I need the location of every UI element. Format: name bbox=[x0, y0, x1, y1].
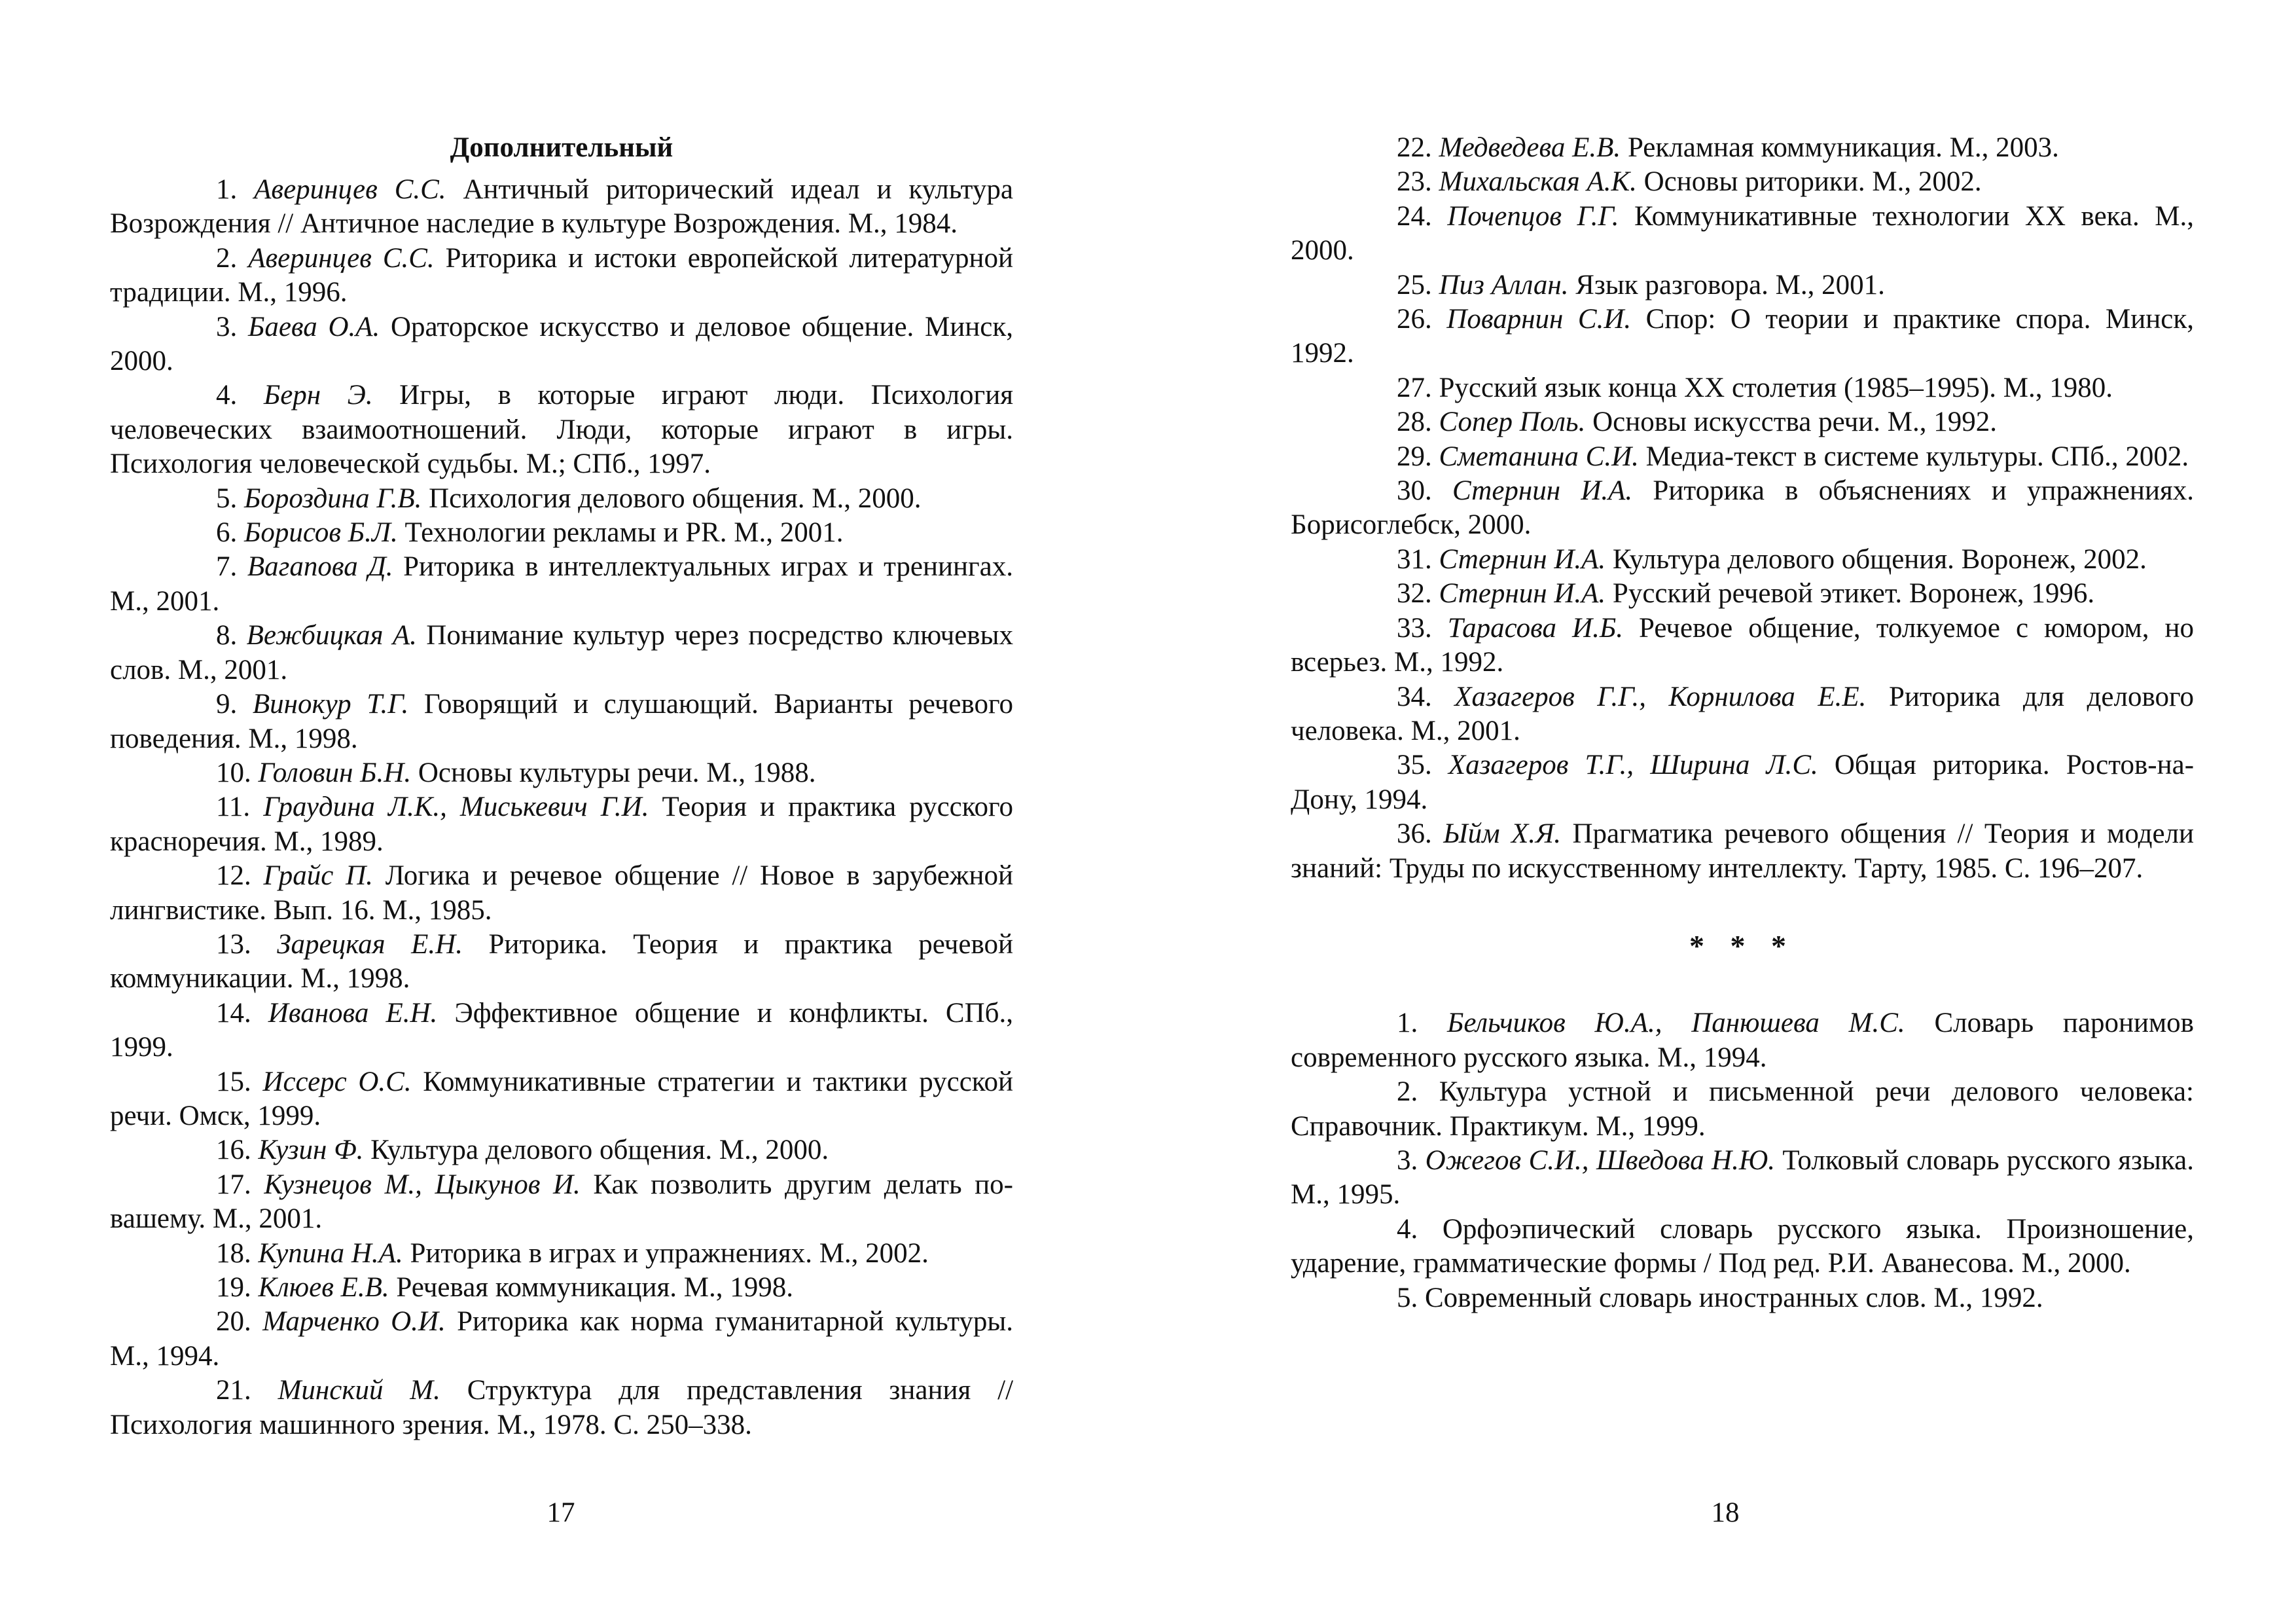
entry-text: Игры, в которые играют люди. Психология человеческих взаимоотношений. Люди, которые играют в игры. Психология человеческой судьбы. М.; СПб., 1997. bbox=[110, 380, 1013, 480]
bibliography-column-left bbox=[110, 131, 1013, 1442]
entry-number: 4. bbox=[216, 380, 238, 411]
entry-author: Вагапова Д. bbox=[247, 551, 393, 583]
entry-text: Коммуникативные стратегии и тактики русской речи. Омск, 1999. bbox=[110, 1066, 1014, 1131]
entry-author: Аверинцев С.С. bbox=[248, 242, 435, 274]
entry-number: 20. bbox=[216, 1306, 251, 1338]
entry-number: 6. bbox=[216, 517, 238, 549]
entry-author: Бельчиков Ю.А., Панюшева М.С. bbox=[1447, 1008, 1905, 1039]
page-number: 18 bbox=[1711, 1497, 1740, 1528]
entry-text: Речевое общение, толкуемое с юмором, но всерьез. М., 1992. bbox=[1291, 612, 2195, 678]
entry-author: Пиз Аллан. bbox=[1439, 269, 1569, 301]
entry-author: Борисов Б.Л. bbox=[244, 517, 398, 549]
entry-author: Баева О.А. bbox=[247, 311, 380, 342]
entry-text: Основы культуры речи. М., 1988. bbox=[418, 757, 816, 788]
entry-author: Купина Н.А. bbox=[258, 1237, 403, 1269]
entry-text: Прагматика речевого общения // Теория и модели знаний: Труды по искусственному интеллекту. Тарту, 1985. С. 196–207. bbox=[1291, 818, 2195, 884]
entry-number: 12. bbox=[216, 860, 251, 892]
bibliography-entry bbox=[1291, 165, 2194, 199]
entry-number: 7. bbox=[216, 551, 238, 583]
bibliography-entry bbox=[1291, 1213, 2194, 1281]
entry-author: Стернин И.А. bbox=[1439, 543, 1606, 575]
entry-author: Берн Э. bbox=[263, 380, 373, 411]
bibliography-list bbox=[110, 173, 1013, 1442]
bibliography-entry bbox=[110, 310, 1013, 379]
entry-number: 26. bbox=[1397, 304, 1432, 335]
entry-number: 27. bbox=[1397, 372, 1432, 403]
bibliography-entry bbox=[110, 1271, 1013, 1305]
bibliography-entry bbox=[1291, 680, 2194, 749]
entry-author: Грайс П. bbox=[263, 860, 373, 892]
entry-author: Минский М. bbox=[278, 1375, 440, 1406]
bibliography-entry bbox=[1291, 817, 2194, 886]
bibliography-list bbox=[1291, 131, 2194, 886]
entry-author: Кузнецов М., Цыкунов И. bbox=[264, 1169, 581, 1200]
entry-number: 11. bbox=[216, 792, 251, 823]
bibliography-entry bbox=[1291, 748, 2194, 817]
entry-text: Риторика в объяснениях и упражнениях. Борисоглебск, 2000. bbox=[1291, 475, 2194, 541]
entry-number: 13. bbox=[216, 928, 251, 960]
bibliography-entry bbox=[110, 996, 1013, 1065]
entry-text: Общая риторика. Ростов-на-Дону, 1994. bbox=[1291, 750, 2195, 815]
bibliography-entry bbox=[110, 859, 1013, 928]
bibliography-entry bbox=[1291, 543, 2194, 577]
entry-text: Риторика в интеллектуальных играх и тренингах. М., 2001. bbox=[110, 551, 1014, 617]
entry-number: 33. bbox=[1397, 612, 1432, 644]
entry-text: Культура делового общения. Воронеж, 2002. bbox=[1612, 543, 2147, 575]
entry-number: 29. bbox=[1397, 441, 1432, 472]
entry-number: 22. bbox=[1397, 132, 1432, 163]
entry-author: Граудина Л.К., Миськевич Г.И. bbox=[263, 792, 649, 823]
entry-author: Михальская А.К. bbox=[1439, 166, 1637, 198]
entry-number: 31. bbox=[1397, 543, 1432, 575]
bibliography-entry bbox=[1291, 577, 2194, 611]
bibliography-entry bbox=[1291, 1075, 2194, 1144]
bibliography-entry bbox=[110, 173, 1013, 242]
entry-number: 9. bbox=[216, 689, 238, 720]
entry-text: Спор: О теории и практике спора. Минск, 1992. bbox=[1291, 304, 2195, 369]
section-separator: * * * bbox=[1689, 928, 1795, 962]
entry-number: 28. bbox=[1397, 407, 1432, 438]
entry-number: 19. bbox=[216, 1272, 251, 1303]
bibliography-entry bbox=[1291, 268, 2194, 302]
entry-number: 4. bbox=[1397, 1213, 1418, 1245]
entry-number: 23. bbox=[1397, 166, 1432, 198]
entry-text: Язык разговора. М., 2001. bbox=[1575, 269, 1885, 301]
entry-author: Сметанина С.И. bbox=[1439, 441, 1639, 472]
bibliography-entry bbox=[110, 482, 1013, 516]
entry-author: Сопер Поль. bbox=[1439, 407, 1586, 438]
entry-text: Русский речевой этикет. Воронеж, 1996. bbox=[1612, 578, 2095, 610]
bibliography-entry bbox=[1291, 302, 2194, 371]
bibliography-entry bbox=[1291, 1144, 2194, 1213]
entry-author: Тарасова И.Б. bbox=[1447, 612, 1623, 644]
bibliography-entry bbox=[110, 928, 1013, 996]
entry-number: 1. bbox=[1397, 1008, 1418, 1039]
entry-number: 21. bbox=[216, 1375, 251, 1406]
entry-text: Толковый словарь русского языка. М., 1995. bbox=[1291, 1144, 2195, 1211]
entry-text: Психология делового общения. М., 2000. bbox=[429, 483, 922, 514]
bibliography-entry bbox=[1291, 200, 2194, 268]
bibliography-entry bbox=[1291, 440, 2194, 474]
entry-text: Античный риторический идеал и культура Возрождения // Античное наследие в культуре Возрождения. М., 1984. bbox=[110, 174, 1013, 240]
section-heading: Дополнительный bbox=[450, 132, 673, 163]
entry-text: Риторика. Теория и практика речевой коммуникации. М., 1998. bbox=[110, 928, 1014, 994]
bibliography-entry bbox=[1291, 405, 2194, 439]
entry-text: Культура делового общения. М., 2000. bbox=[370, 1135, 829, 1166]
entry-number: 3. bbox=[1397, 1144, 1418, 1176]
bibliography-entry bbox=[1291, 1006, 2194, 1075]
entry-text: Технологии рекламы и PR. М., 2001. bbox=[404, 517, 844, 549]
bibliography-entry bbox=[110, 790, 1013, 859]
entry-text: Риторика и истоки европейской литературной традиции. М., 1996. bbox=[110, 242, 1014, 308]
entry-number: 18. bbox=[216, 1237, 251, 1269]
bibliography-entry bbox=[1291, 371, 2194, 405]
entry-text: Рекламная коммуникация. М., 2003. bbox=[1627, 132, 2059, 163]
entry-number: 25. bbox=[1397, 269, 1432, 301]
bibliography-entry bbox=[110, 516, 1013, 550]
entry-number: 17. bbox=[216, 1169, 251, 1200]
entry-author: Иванова Е.Н. bbox=[268, 997, 438, 1029]
entry-text: Как позволить другим делать по-вашему. М., 2001. bbox=[110, 1169, 1014, 1235]
bibliography-column-right bbox=[1291, 131, 2194, 1315]
entry-text: Основы искусства речи. М., 1992. bbox=[1592, 407, 1998, 438]
entry-number: 16. bbox=[216, 1135, 251, 1166]
bibliography-entry bbox=[110, 378, 1013, 481]
entry-text: Культура устной и письменной речи делового человека: Справочник. Практикум. М., 1999. bbox=[1291, 1076, 2194, 1142]
bibliography-entry bbox=[1291, 1281, 2194, 1315]
entry-author: Поварнин С.И. bbox=[1446, 304, 1632, 335]
entry-text: Коммуникативные технологии XX века. М., 2000. bbox=[1291, 200, 2195, 266]
entry-author: Бороздина Г.В. bbox=[244, 483, 422, 514]
bibliography-entry bbox=[1291, 611, 2194, 680]
entry-number: 24. bbox=[1397, 200, 1432, 232]
entry-author: Аверинцев С.С. bbox=[254, 174, 446, 205]
entry-text: Риторика как норма гуманитарной культуры. М., 1994. bbox=[110, 1306, 1014, 1372]
bibliography-entry bbox=[110, 1065, 1013, 1134]
page-number: 17 bbox=[547, 1497, 575, 1528]
entry-number: 2. bbox=[216, 242, 238, 274]
entry-author: Ыйм Х.Я. bbox=[1443, 818, 1562, 850]
entry-text: Структура для представления знания // Психология машинного зрения. М., 1978. С. 250–338. bbox=[110, 1375, 1014, 1440]
entry-text: Эффективное общение и конфликты. СПб., 1999. bbox=[110, 997, 1014, 1063]
entry-text: Риторика в играх и упражнениях. М., 2002. bbox=[410, 1237, 929, 1269]
entry-text: Логика и речевое общение // Новое в зарубежной лингвистике. Вып. 16. М., 1985. bbox=[110, 860, 1014, 926]
bibliography-entry bbox=[110, 756, 1013, 790]
bibliography-entry bbox=[110, 687, 1013, 756]
entry-author: Головин Б.Н. bbox=[258, 757, 412, 788]
bibliography-entry bbox=[1291, 474, 2194, 543]
entry-author: Стернин И.А. bbox=[1439, 578, 1606, 610]
entry-number: 10. bbox=[216, 757, 251, 788]
entry-number: 32. bbox=[1397, 578, 1432, 610]
entry-number: 3. bbox=[216, 311, 238, 342]
entry-number: 1. bbox=[216, 174, 238, 205]
bibliography-entry bbox=[110, 1168, 1013, 1237]
entry-author: Хазагеров Г.Г., Корнилова Е.Е. bbox=[1454, 681, 1867, 712]
bibliography-entry bbox=[110, 550, 1013, 619]
bibliography-entry bbox=[110, 1133, 1013, 1167]
entry-author: Медведева Е.В. bbox=[1439, 132, 1621, 163]
entry-number: 5. bbox=[1397, 1282, 1418, 1313]
entry-author: Хазагеров Т.Г., Ширина Л.С. bbox=[1448, 750, 1818, 781]
entry-number: 34. bbox=[1397, 681, 1432, 712]
entry-number: 36. bbox=[1397, 818, 1432, 850]
entry-text: Понимание культур через посредство ключевых слов. М., 2001. bbox=[110, 620, 1013, 685]
entry-author: Винокур Т.Г. bbox=[252, 689, 409, 720]
entry-text: Основы риторики. М., 2002. bbox=[1643, 166, 1982, 198]
bibliography-entry bbox=[110, 1374, 1013, 1442]
page-18 bbox=[1148, 0, 2296, 1623]
entry-author: Вежбицкая А. bbox=[246, 620, 417, 651]
entry-number: 14. bbox=[216, 997, 251, 1029]
entry-text: Риторика для делового человека. М., 2001. bbox=[1291, 681, 2195, 746]
entry-text: Ораторское искусство и деловое общение. Минск, 2000. bbox=[110, 311, 1013, 377]
entry-text: Современный словарь иностранных слов. М., 1992. bbox=[1425, 1282, 2043, 1313]
entry-text: Речевая коммуникация. М., 1998. bbox=[396, 1272, 794, 1303]
entry-text: Орфоэпический словарь русского языка. Произношение, ударение, грамматические формы / Под ред. Р.И. Аванесова. М., 2000. bbox=[1291, 1213, 2195, 1279]
entry-author: Ожегов С.И., Шведова Н.Ю. bbox=[1425, 1144, 1775, 1176]
entry-author: Кузин Ф. bbox=[258, 1135, 364, 1166]
entry-author: Почепцов Г.Г. bbox=[1447, 200, 1619, 232]
entry-author: Иссерс О.С. bbox=[262, 1066, 412, 1097]
entry-number: 30. bbox=[1397, 475, 1432, 507]
dictionary-list bbox=[1291, 1006, 2194, 1315]
entry-author: Клюев Е.В. bbox=[258, 1272, 389, 1303]
entry-text: Словарь паронимов современного русского языка. М., 1994. bbox=[1291, 1008, 2194, 1073]
entry-author: Зарецкая Е.Н. bbox=[277, 928, 463, 960]
entry-author: Марченко О.И. bbox=[262, 1306, 446, 1338]
bibliography-entry bbox=[110, 1237, 1013, 1271]
entry-text: Медиа-текст в системе культуры. СПб., 2002. bbox=[1645, 441, 2189, 472]
bibliography-entry bbox=[110, 619, 1013, 687]
entry-number: 15. bbox=[216, 1066, 251, 1097]
entry-text: Говорящий и слушающий. Варианты речевого поведения. М., 1998. bbox=[110, 689, 1014, 754]
entry-number: 8. bbox=[216, 620, 238, 651]
entry-author: Стернин И.А. bbox=[1452, 475, 1633, 507]
entry-number: 2. bbox=[1397, 1076, 1418, 1108]
bibliography-entry bbox=[110, 1305, 1013, 1374]
bibliography-entry bbox=[1291, 131, 2194, 165]
bibliography-entry bbox=[110, 242, 1013, 310]
entry-number: 35. bbox=[1397, 750, 1432, 781]
entry-number: 5. bbox=[216, 483, 238, 514]
entry-text: Русский язык конца XX столетия (1985–1995). М., 1980. bbox=[1439, 372, 2113, 403]
entry-text: Теория и практика русского красноречия. М., 1989. bbox=[110, 792, 1014, 857]
